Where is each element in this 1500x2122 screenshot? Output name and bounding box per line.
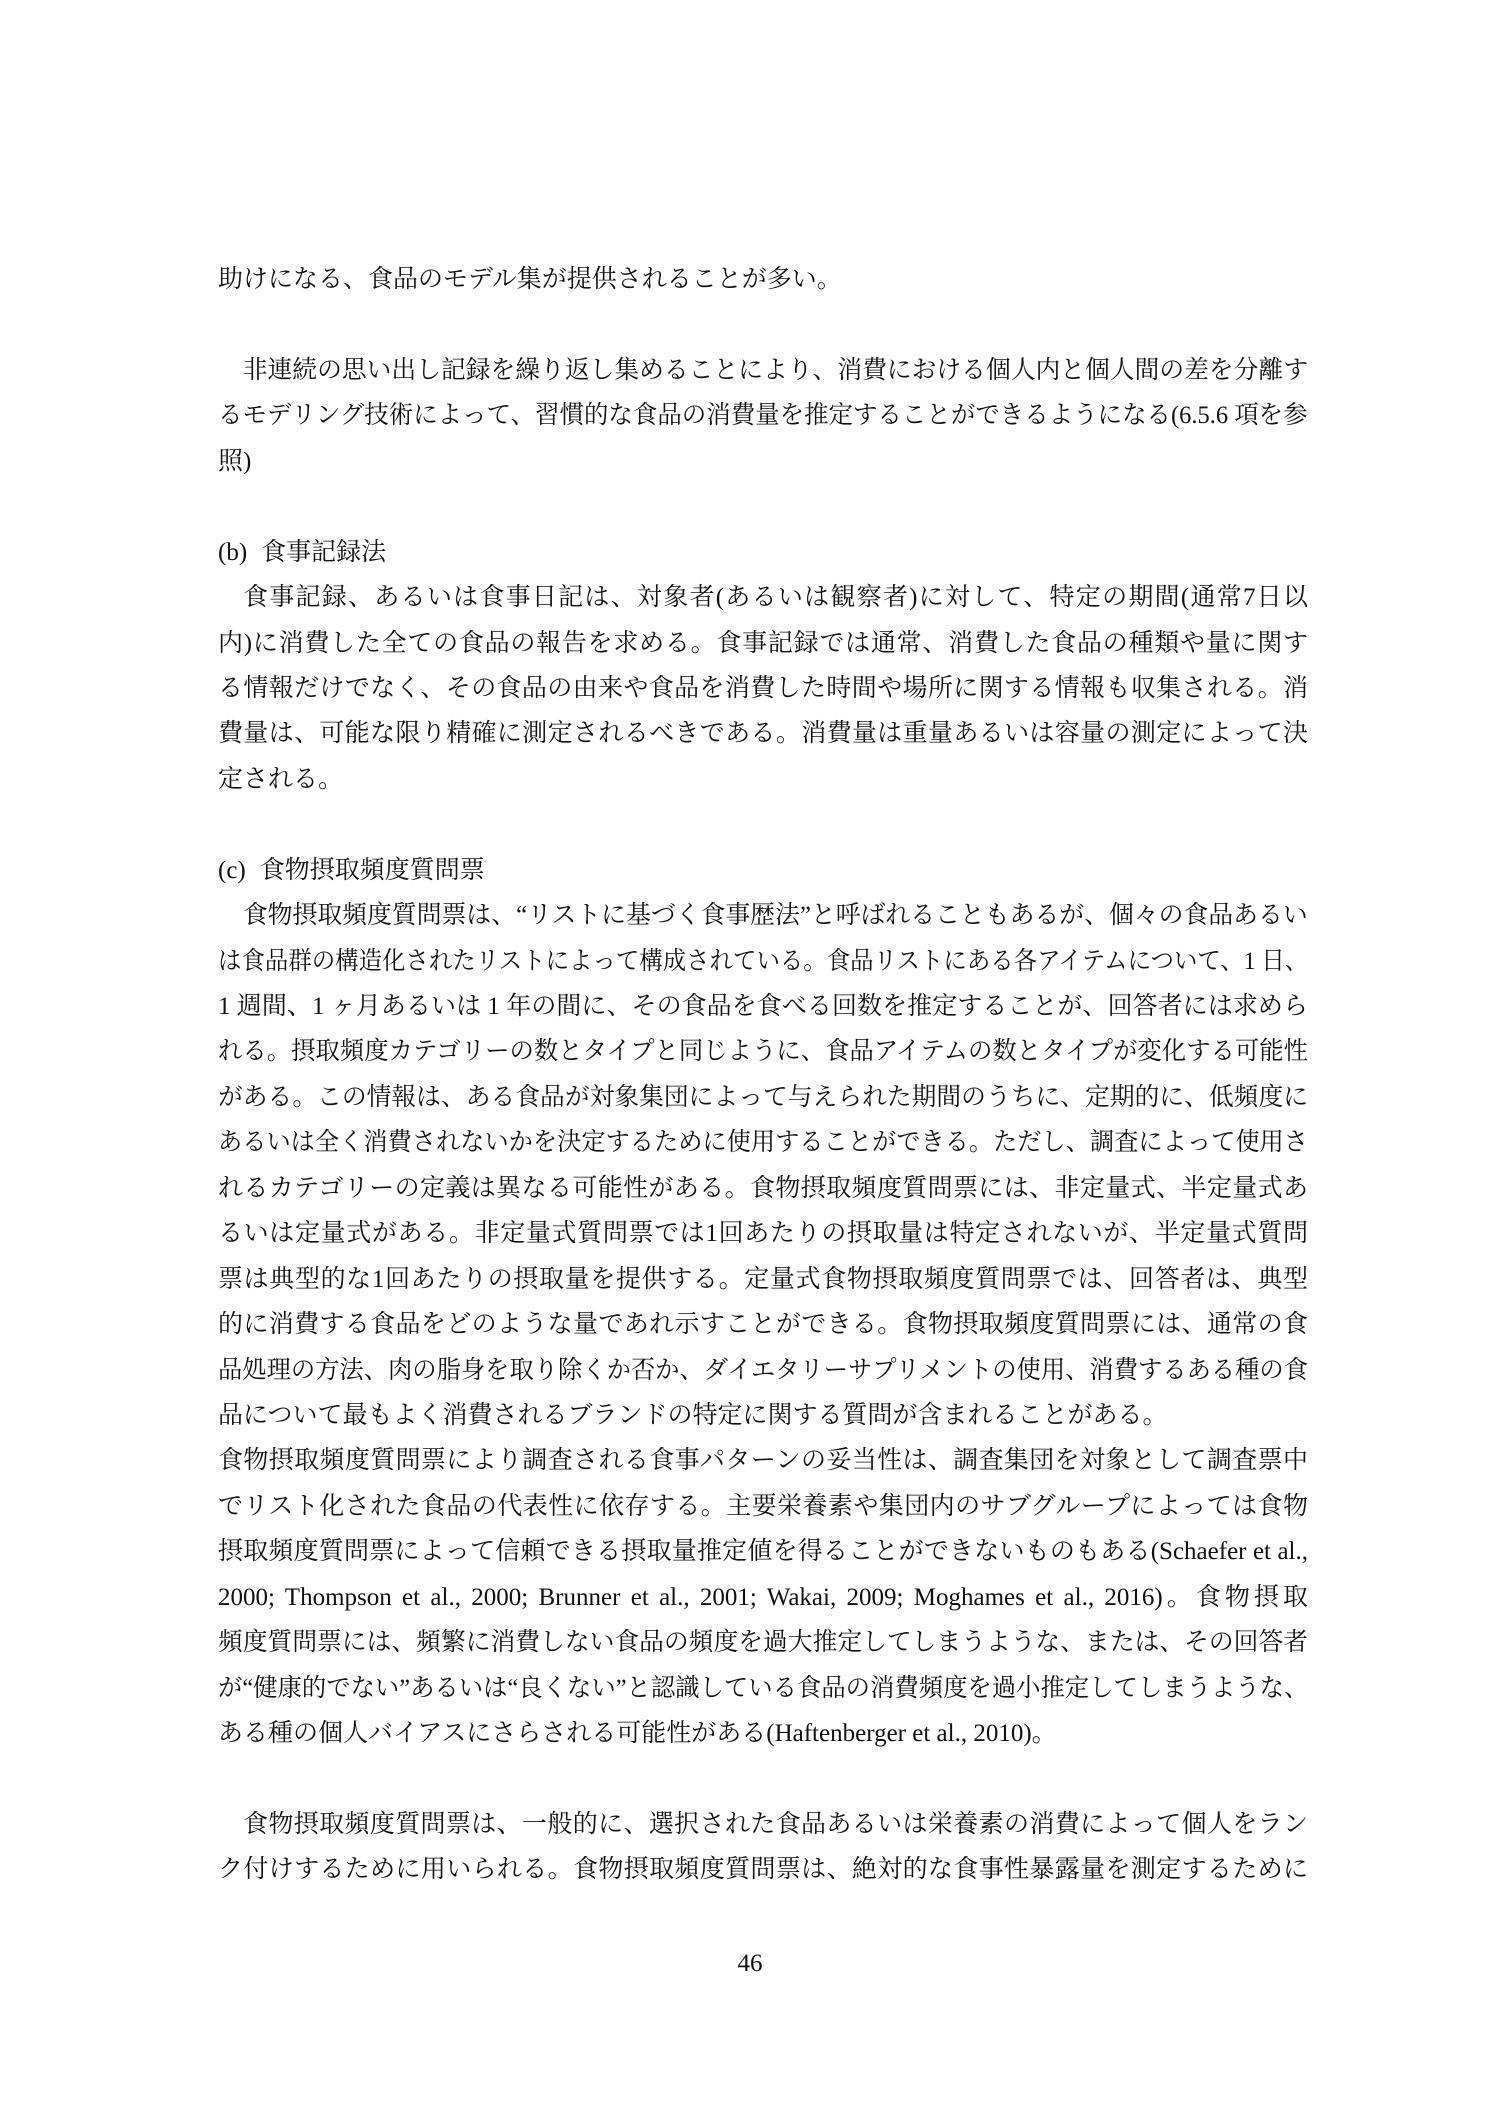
paragraph-line: が“健康的でない”あるいは“良くない”と認識している食品の消費頻度を過小推定してしまうような、	[218, 1674, 1309, 1702]
paragraph-line: 食物摂取頻度質問票は、一般的に、選択された食品あるいは栄養素の消費によって個人をラン	[243, 1810, 1308, 1838]
paragraph-line: でリスト化された食品の代表性に依存する。主要栄養素や集団内のサブグループによっては食物	[218, 1492, 1308, 1520]
paragraph-line: るいは定量式がある。非定量式質問票では1回あたりの摂取量は特定されないが、半定量式質問	[218, 1220, 1308, 1248]
paragraph-line: ク付けするために用いられる。食物摂取頻度質問票は、絶対的な食事性暴露量を測定するために	[218, 1856, 1308, 1884]
section-label: (c)	[218, 856, 246, 884]
paragraph-line: る情報だけでなく、その食品の由来や食品を消費した時間や場所に関する情報も収集される。消	[218, 674, 1308, 702]
paragraph-line: 摂取頻度質問票によって信頼できる摂取量推定値を得ることができないものもある(Schaefer et al.,	[218, 1538, 1308, 1566]
paragraph-line: あるいは全く消費されないかを決定するために使用することができる。ただし、調査によって使用さ	[218, 1129, 1309, 1157]
section-c	[218, 848, 1308, 1757]
section-label: (b)	[218, 538, 248, 566]
paragraph-ranking	[218, 1802, 1308, 1893]
paragraph-line: は食品群の構造化されたリストによって構成されている。食品リストにある各アイテムについて、1 日、	[218, 947, 1309, 975]
paragraph-repeated-recall	[218, 348, 1308, 484]
paragraph-line: 品について最もよく消費されるブランドの特定に関する質問が含まれることがある。	[218, 1401, 1168, 1429]
paragraph-line: 食物摂取頻度質問票により調査される食事パターンの妥当性は、調査集団を対象として調査票中	[218, 1447, 1308, 1475]
paragraph-continued	[218, 257, 1308, 302]
paragraph-line: 1 週間、1 ヶ月あるいは 1 年の間に、その食品を食べる回数を推定することが、回答者には求めら	[218, 993, 1308, 1020]
paragraph-line: 費量は、可能な限り精確に測定されるべきである。消費量は重量あるいは容量の測定によって決	[218, 720, 1308, 748]
paragraph-line: 定される。	[218, 765, 344, 793]
paragraph-line: 食物摂取頻度質問票は、“リストに基づく食事歴法”と呼ばれることもあるが、個々の食品あるい	[242, 902, 1308, 930]
paragraph-line: れる。摂取頻度カテゴリーの数とタイプと同じように、食品アイテムの数とタイプが変化する可能性	[218, 1038, 1309, 1066]
paragraph-line: 助けになる、食品のモデル集が提供されることが多い。	[218, 266, 842, 293]
paragraph-line: ある種の個人バイアスにさらされる可能性がある(Haftenberger et al., 2010)。	[218, 1720, 1057, 1747]
paragraph-line: 頻度質問票には、頻繁に消費しない食品の頻度を過大推定してしまうような、または、その回答者	[218, 1629, 1309, 1657]
paragraph-line: 非連続の思い出し記録を繰り返し集めることにより、消費における個人内と個人間の差を分離す	[242, 356, 1309, 384]
paragraph-line: 食事記録、あるいは食事日記は、対象者(あるいは観察者)に対して、特定の期間(通常7日以	[243, 584, 1308, 612]
paragraph-line: 2000; Thompson et al., 2000; Brunner et al., 2001; Wakai, 2009; Moghames et al., 2016)。食物摂取	[218, 1583, 1308, 1611]
paragraph-line: がある。この情報は、ある食品が対象集団によって与えられた期間のうちに、定期的に、低頻度に	[218, 1083, 1309, 1111]
paragraph-line: 照)	[218, 447, 252, 475]
paragraph-line: 品処理の方法、肉の脂身を取り除くか否か、ダイエタリーサプリメントの使用、消費するある種の食	[218, 1356, 1309, 1384]
section-heading	[218, 848, 1308, 893]
paragraph-line: 票は典型的な1回あたりの摂取量を提供する。定量式食物摂取頻度質問票では、回答者は、典型	[218, 1265, 1308, 1293]
paragraph-line: るモデリング技術によって、習慣的な食品の消費量を推定することができるようになる(6.5.6 項を参	[218, 402, 1308, 430]
section-b	[218, 530, 1308, 803]
section-heading	[218, 530, 1308, 575]
section-title: 食事記録法	[261, 538, 387, 566]
paragraph-line: れるカテゴリーの定義は異なる可能性がある。食物摂取頻度質問票には、非定量式、半定量式あ	[218, 1174, 1308, 1202]
paragraph-line: 内)に消費した全ての食品の報告を求める。食事記録では通常、消費した食品の種類や量に関す	[218, 629, 1308, 657]
section-title: 食物摂取頻度質問票	[259, 856, 485, 884]
body-text	[218, 257, 1308, 1893]
paragraph-line: 的に消費する食品をどのような量であれ示すことができる。食物摂取頻度質問票には、通常の食	[218, 1311, 1308, 1339]
page-number: 46	[737, 1950, 763, 1977]
